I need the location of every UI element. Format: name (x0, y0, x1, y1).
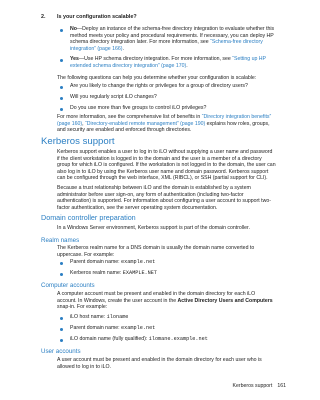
link-directory-benefits[interactable]: “Directory integration benefits” (page 160) (57, 114, 272, 127)
option-no (70, 26, 276, 52)
more-info-end: explains how roles, groups, and security are enabled and enforced through directories. (57, 120, 270, 134)
domain-heading: Domain controller preparation (41, 213, 136, 222)
domain-paragraph: In a Windows Server environment, Kerberos support is part of the domain controller. (57, 225, 250, 231)
bullet-icon (60, 86, 63, 89)
question-item: Do you use more than five groups to control iLO privileges? (70, 105, 207, 111)
option-text: —Use HP schema directory integration. For more information, see (78, 56, 233, 62)
option-label: No (70, 26, 77, 32)
link-schema-free[interactable]: “Schema-free directory integration” (page 166) (70, 39, 263, 52)
questions-intro: The following questions can help you determine whether your configuration is scalable: (57, 75, 257, 81)
bullet-icon (60, 273, 63, 276)
computer-item (70, 336, 276, 343)
computer-paragraph (57, 291, 276, 311)
bullet-icon (60, 328, 63, 331)
kerberos-heading: Kerberos support (41, 136, 115, 147)
more-info-sep: , (82, 120, 85, 127)
option-end: . (122, 45, 124, 52)
realm-item-label: Parent domain name: (70, 259, 122, 265)
realm-item-label: Kerberos realm name: (70, 270, 123, 276)
link-extended-schema[interactable]: “Setting up HP extended schema directory integration” (page 170) (70, 56, 266, 69)
kerberos-paragraph-1: Kerberos support enables a user to log in to iLO without supplying a user name and password if the client workstation is logged in to the domain and the user is a member of a directory group for which iLO is configured. If the workstation is not logged in to the domain, the user can also log in to iLO by using the Kerberos user name and domain password. Kerberos support can be configured through the web interface, XML (RIBCL), or SSH (partial support for CLI). (57, 149, 276, 182)
realm-item-value: EXAMPLE.NET (122, 270, 158, 276)
computer-text-b: snap-in. For example: (57, 304, 108, 311)
realm-heading: Realm names (41, 237, 80, 244)
question-number: 2. (41, 14, 46, 20)
bullet-icon (60, 29, 63, 32)
computer-item-value: iloname (106, 314, 129, 320)
computer-item-label: iLO host name: (70, 314, 107, 320)
question-item: Are you likely to change the rights or privileges for a group of directory users? (70, 83, 248, 89)
computer-item (70, 325, 276, 332)
user-paragraph: A user account must be present and enabled in the domain directory for each user who is allowed to log in to iLO. (57, 357, 262, 370)
more-info-paragraph (57, 114, 276, 134)
bullet-icon (60, 108, 63, 111)
option-text: —Deploy an instance of the schema-free directory integration to evaluate whether this method meets your policy and procedural requirements. If necessary, you can deploy HP schema directory integration later. For more information, see (70, 26, 275, 46)
page-footer (233, 383, 286, 390)
realm-paragraph: The Kerberos realm name for a DNS domain is usually the domain name converted to uppercase. For example: (57, 245, 255, 258)
computer-item-label: iLO domain name (fully qualified): (70, 336, 149, 342)
bullet-icon (60, 262, 63, 265)
page-number: 161 (277, 383, 286, 389)
computer-item-value: ilomane.example.net (148, 336, 208, 342)
more-info-text: For more information, see the comprehensive list of benefits in (57, 114, 202, 120)
link-directory-enabled[interactable]: “Directory-enabled remote management” (page 190) (84, 120, 206, 127)
kerberos-paragraph-2: Because a trust relationship between iLO and the domain is established by a system administrator before user sign-on, any form of authentication (including two-factor authentication) is supported. For information about configuring a user account to support two-factor authentication, see the server operating system documentation. (57, 185, 271, 211)
footer-section-label: Kerberos support (232, 383, 273, 389)
bullet-icon (60, 59, 63, 62)
bullet-icon (60, 317, 63, 320)
bullet-icon (60, 339, 63, 342)
question-title: Is your configuration scalable? (57, 14, 137, 20)
bullet-icon (60, 97, 63, 100)
option-end: . (186, 62, 188, 69)
realm-item (70, 270, 276, 277)
user-heading: User accounts (41, 348, 81, 355)
computer-text-a: A computer account must be present and enabled in the domain directory for each iLO account. In Windows, create the user account in the (57, 291, 256, 304)
computer-item-label: Parent domain name: (70, 325, 122, 331)
computer-text-bold: Active Directory Users and Computers (177, 297, 273, 304)
computer-item-value: example.net (121, 325, 156, 331)
option-yes (70, 56, 276, 69)
option-label: Yes (70, 56, 79, 62)
realm-item (70, 259, 276, 266)
computer-item (70, 314, 276, 321)
computer-heading: Computer accounts (41, 282, 95, 289)
realm-item-value: example.net (121, 259, 156, 265)
question-item: Will you regularly script iLO changes? (70, 94, 157, 100)
